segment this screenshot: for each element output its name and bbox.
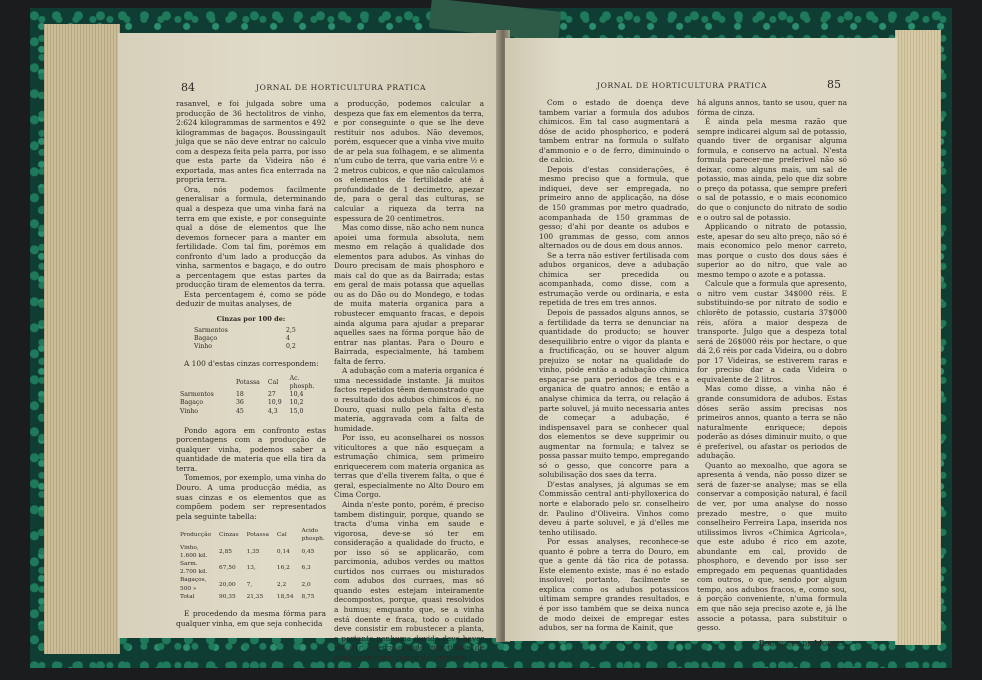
- paragraph: E procedendo da mesma fórma para qualquer vinha, em que seja conhecida: [176, 609, 326, 628]
- paragraph: Pondo agora em confronto estas porcentagens com a producção de qualquer vinha, podemos saber a quantidade de materia que ella tira da terra.: [176, 425, 326, 473]
- paragraph: A 100 d'estas cinzas correspondem:: [184, 359, 319, 369]
- table-row: Vinho 45 4,3 15,0: [180, 407, 304, 415]
- table-row: Sarmentos 18 27 10,4: [180, 391, 304, 399]
- paragraph: A adubação com a materia organica é uma necessidade instante. Já muitos factos repetidos têem demonstrado que o resultado dos adubos chimicos é, no Douro, quasi nullo pela falta d'esta materia, aggravada com a falta de humidade.: [334, 366, 484, 433]
- paragraph: Se a terra não estiver fertilisada com adubos organicos, deve a adubação chimica ser precedida ou acompanhada, como disse, com a estrumação verde ou ordinaria, e esta repetida de tres em tres annos.: [539, 250, 689, 308]
- table-row: Sarmentos 2,5: [194, 326, 296, 334]
- table-header-row: Producção Cinzas Potassa Cal Acido phosph.: [180, 528, 325, 543]
- paragraph: Applicando o nitrato de potassio, este, apesar do seu alto preço, não só é mais economico pelo menor carreto, mas porque o custo dos dous sáes é superior ao do nitro, que vale ao mesmo tempo o azote e a potassa.: [697, 222, 847, 279]
- paragraph: Depois de passados alguns annos, se a fertilidade da terra se denunciar na quantidade do producto; se houver desequilibrio entre o vigor da planta e a fructificação, ou se houver algum prejuizo se notar na qualidade do vinho, póde então a adubação chimica espaçar-se para periodos de tres e a organica de quatro annos; e então a analyse chimica da terra, ou relação á parte soluvel, já muito necessaria antes de começar a adubação, é indispensavel para se conhecer qual dos elementos se deve supprimir ou augmentar na formula; e talvez se possa passar muito tempo, empregando só o gesso, que concorre para a solubilisação dos saes da terra.: [539, 308, 689, 480]
- table-row: Vinho, 1.600 kil. 2,85 1,35 0,14 0,45: [180, 544, 315, 559]
- table-header-row: Potassa Cal Ac. phosph.: [236, 374, 315, 390]
- paragraph: a producção, podemos calcular a despeza que fax em elementos da terra, e por conseguinte o que se lhe deve restituir nos adubos. Não devemos, porém, esquecer que a vinha vive muito de ar pela sua folhagem, e se alimenta n'um cubo de terra, que varia entre ½ e 2 metros cubicos, e que não calculamos os elementos de fertilidade até á profundidade de 1 decimetro, apezar de, para o geral das culturas, se calcular a riqueza da terra na espessura de 20 centimetros.: [334, 99, 484, 223]
- paragraph: Ora, nós podemos facilmente generalisar a formula, determinando qual a despeza que uma vinha fará na terra em que existe, e por conseguinte qual a dóse de elementos que lhe devemos fornecer para a manter em fertilidade. Com tal fim, porémos em confronto d'um lado a producção da vinha, sarmentos e bagaço, e do outro a percentagem que estas partes da producção tiram de elementos da terra.: [176, 184, 326, 290]
- right-page-header: JORNAL DE HORTICULTURA PRATICA: [597, 81, 768, 90]
- page-edges-right: [895, 30, 941, 645]
- table-row: Bagaço 4: [194, 334, 290, 342]
- left-page-header: JORNAL DE HORTICULTURA PRATICA: [256, 83, 427, 92]
- paragraph: Por essas analyses, reconhece-se quanto é pobre a terra do Douro, em que a gente dá tão rica de potassa. Este elemento existe, mas é no estado insoluvel; portanto, facilmente se explica como os adubos potassicos ultimam sempre grandes resultados, e é por isso também que se deixa nunca de modo deixei de empregar estes adubos, ser na forma de Kainit, que: [539, 537, 689, 633]
- paragraph: Ainda n'este ponto, porém, é preciso tambem distinguir, porque, quando se tracta d'uma vinha em saude e vigorosa, deve-se só ter em consideração a qualidade do fructo, e por isso só se applicarão, com parcimonia, adubos verdes ou mattos curtidos nos curraes ou misturados com adubos dos curraes, mas só quando estes estejam inteiramente decompostos, porque, quasi resolvidos a humus; emquanto que, se a vinha está doente e fraca, todo o cuidado deve consistir em robustecer a planta, e portanto nenhuma duvida deve haver em dar á terra grande quantidade de adubo ordinario pouco decomposto.: [334, 499, 484, 662]
- paragraph: Com o estado de doença deve tambem variar a formula dos adubos chimicos. Em tal caso augmentará a dóse de acido phosphorico, e poderá tambem entrar na formula o sulfato d'ammonio e o de ferro, diminuindo o de calcio.: [539, 98, 689, 165]
- paragraph: há alguns annos, tanto se usou, quer na fórma de cinza.: [697, 98, 847, 117]
- table-row: Bagaço 36 10,9 10,2: [180, 399, 304, 407]
- right-page: [505, 38, 897, 648]
- paragraph: Esta percentagem é, como se póde deduzir de muitas analyses, de: [176, 289, 326, 309]
- paragraph: D'estas analyses, já algumas se em Commissão central anti-phylloxerica do norte e elaborado pelo sr. conselheiro dr. Paulino d'Oliveira. Vinhos como deveu á parte soluvel, e já d'elles me tenho utilisado.: [539, 479, 689, 537]
- paragraph: Calcule que a formula que apresento, o nitro vem custar 34$000 réis. E substituindo-se por nitrato de sodio e chlorêto de potassio, custaria 37$000 réis, afóra a maior despeza de transporte. Julgo que a despeza total será de 26$000 réis por hectare, o que dá 2,6 réis por cada Videira, ou o dobro por 17 Videiras, se estiverem raras e for preciso dar a cada Videira o equivalente de 2 litros.: [697, 279, 847, 384]
- right-column-1: [539, 98, 689, 633]
- paragraph: Mas como disse, a vinha não é grande consumidora de adubos. Estas dóses serão assim precisas nos primeiros annos, quanto a terra se não naturalmente enriquece; depois poderão as dóses diminuir muito, o que é preferivel, ou afastar os periodos de adubação.: [697, 384, 847, 461]
- right-column-2: [697, 98, 847, 648]
- page-edges-left: [44, 24, 120, 654]
- paragraph: Por isso, eu aconselharei os nossos viticultores a que não esqueçam a estrumação chimica, sem primeiro enriquecerem com materia organica as terras que d'ella tiverem falta, o que é geral, especialmente no Alto Douro em Cima Corgo.: [334, 433, 484, 500]
- author-signature: Rodrigues de Moraes.: [758, 638, 847, 648]
- paragraph: Depois d'estas considerações, é mesmo preciso que a formula, que indiquei, deve ser empregada, no primeiro anno de applicação, na dóse de 150 grammas por metro quadrado, acompanhada de 150 grammas de gesso; d'ahi por deante os adubos e 100 grammas de gesso, com annos alternados ou de dous em dous annos.: [539, 164, 689, 251]
- ash-table: [190, 327, 300, 352]
- paragraph: rasanvel, e foi julgada sobre uma producção de 36 hectolitros de vinho, 2:624 kilogrammas de sarmentos e 492 kilogrammas de bagaços. Boussingault julga que se não deve entrar no calculo com a despeza feita pela parra, por isso que esta parte da Videira não é exportada, mas antes fica enterrada na propria terra.: [176, 99, 326, 185]
- left-column-2: [334, 99, 484, 662]
- left-page: [118, 33, 500, 662]
- paragraph: Mas como disse, não acho nem nunca apoiei uma formula absoluta, nem mesmo em relação á qualidade dos elementos para adubos. As vinhas do Douro precisam de mais phosphoro e mais cal do que as da Bairrada; estas em geral de mais potassa que aquellas ou as do Dão ou do Mondego, e todas de muita materia organica para a robustecer emquanto fracas, e depois ainda alguma para ajudar a preparar aquelles saes na fórma porque hão de entrar nas plantas. Para o Douro e Bairrada, especialmente, há tambem falta de ferro.: [334, 223, 484, 366]
- left-page-number: 84: [181, 81, 195, 94]
- table-row: Vinho 0,2: [194, 342, 296, 350]
- composition-table: [176, 375, 326, 416]
- paragraph: Quanto ao mexoalho, que agora se apresenta á venda, não posso dizer se será de fazer-se analyse; mas se ella conservar a composição natural, é facil de ver, por uma analyse do nosso prezado mestre, o que muito conselheiro Ferreira Lapa, inserida nos utilissimos livros «Chimica Agricola», que este adubo é rico em azote, abundante em cal, provido de phosphoro, e devendo por isso ser empregado em pequenas quantidades com outros, o que, sendo por algum tempo, aos adubos fracos, e, como sou, á porção conveniente, n'uma formula em que não seja preciso azote e, já lhe associe a potassa, para substituir o gesso.: [697, 460, 847, 633]
- paragraph: É ainda pela mesma razão que sempre indicarei algum sal de potassio, quando tiver de organisar alguma formula, e conservo na actual. N'esta formula parecer-me preferivel não só deixar, como alguns mais, um sal de potassio, mas ainda, pelo que diz sobre o preço da potassa, que sempre preferi o sal de potassio, e o mais economico do que o conjuncto do nitrato de sodio e o outro sal de potassio.: [697, 117, 847, 222]
- paragraph: Tomemos, por exemplo, uma vinha do Douro. A uma producção média, as suas cinzas e os elementos que as compõem podem ser representados pela seguinte tabella:: [176, 473, 326, 521]
- table-row: Bagaços, 500 » 20,00 7, 2,2 2,0: [180, 577, 311, 592]
- vineyard-table: [176, 527, 329, 601]
- right-page-number: 85: [827, 78, 841, 91]
- table-row: Total 90,35 21,35 18,54 8,75: [180, 593, 315, 600]
- table-row: Sarm. 2.700 kil. 67,50 13, 16,2 6,3: [180, 561, 311, 576]
- left-column-1: [176, 99, 326, 628]
- table-title: Cinzas por 100 de:: [216, 315, 286, 324]
